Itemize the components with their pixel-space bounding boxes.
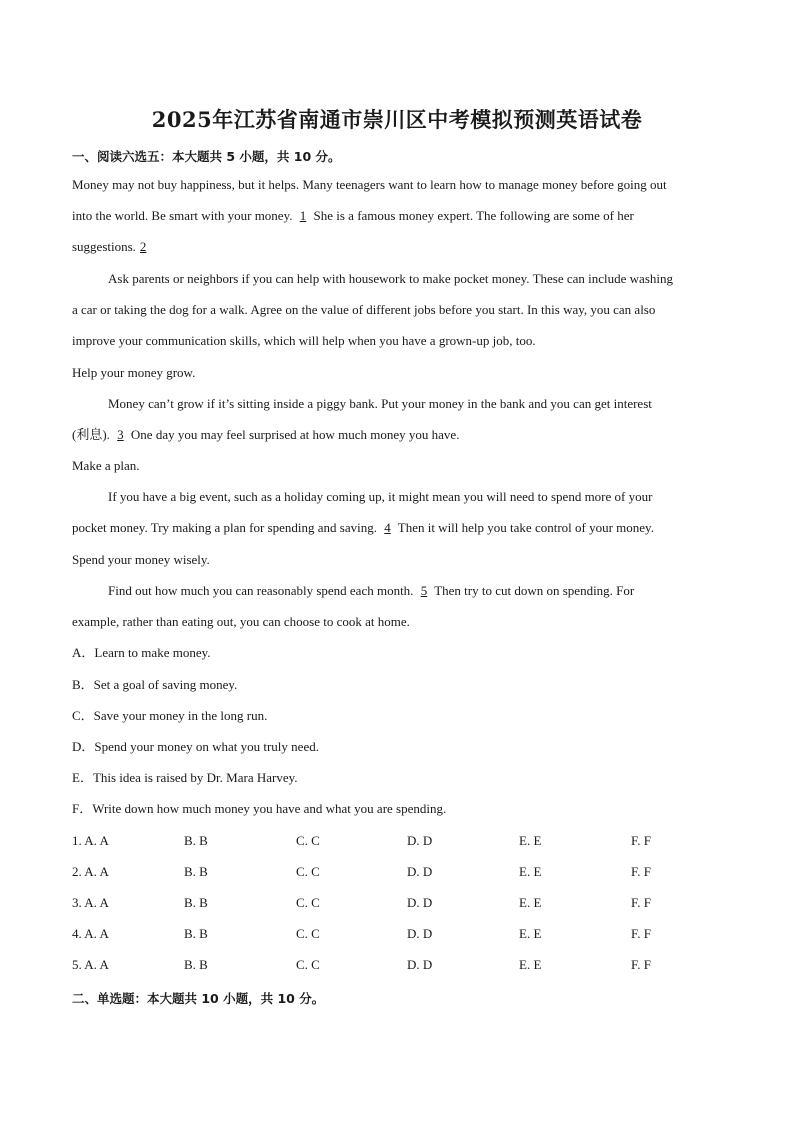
answer-choice-d[interactable]: D. D (407, 957, 433, 972)
paragraph-2-line-2: a car or taking the dog for a walk. Agree on the value of different jobs before you start. In this way, you can also (72, 302, 656, 317)
paragraph-1-line-1: Money may not buy happiness, but it helps. Many teenagers want to learn how to manage money before going out (72, 177, 667, 192)
answer-row-3 (72, 895, 712, 911)
subheading-spend-wisely: Spend your money wisely. (72, 552, 210, 567)
answer-choice-b[interactable]: B. B (184, 833, 208, 848)
answer-choice-e[interactable]: E. E (519, 864, 542, 879)
paragraph-4-line-2 (72, 520, 654, 536)
blank-1: 1 (299, 208, 307, 223)
paragraph-5-line-1 (108, 583, 634, 599)
answer-choice-a[interactable]: 3. A. A (72, 895, 109, 910)
paragraph-4-line-1: If you have a big event, such as a holiday coming up, it might mean you will need to spend more of your (108, 489, 653, 504)
text-run: pocket money. Try making a plan for spending and saving. (72, 520, 377, 535)
text-run: Then try to cut down on spending. For (434, 583, 635, 598)
paragraph-3-line-1: Money can’t grow if it’s sitting inside a piggy bank. Put your money in the bank and you can get interest (108, 396, 652, 411)
paragraph-2-line-3: improve your communication skills, which will help when you have a grown-up job, too. (72, 333, 536, 348)
blank-3: 3 (117, 427, 124, 442)
paragraph-1-line-3 (72, 239, 150, 255)
text-run: (利息). (72, 427, 110, 442)
answer-choice-a[interactable]: 2. A. A (72, 864, 109, 879)
option-b: B．Set a goal of saving money. (72, 677, 238, 692)
answer-choice-d[interactable]: D. D (407, 864, 433, 879)
option-f: F．Write down how much money you have and what you are spending. (72, 801, 447, 816)
answer-choice-e[interactable]: E. E (519, 895, 542, 910)
paragraph-5-line-2: example, rather than eating out, you can choose to cook at home. (72, 614, 410, 629)
answer-choice-f[interactable]: F. F (631, 833, 651, 848)
answer-choice-b[interactable]: B. B (184, 864, 208, 879)
answer-row-2 (72, 864, 712, 880)
blank-5: 5 (420, 583, 428, 598)
answer-choice-a[interactable]: 1. A. A (72, 833, 109, 848)
blank-4: 4 (384, 520, 391, 535)
answer-row-1 (72, 833, 712, 849)
answer-choice-d[interactable]: D. D (407, 895, 433, 910)
answer-choice-f[interactable]: F. F (631, 926, 651, 941)
option-c: C．Save your money in the long run. (72, 708, 268, 723)
text-run: She is a famous money expert. The following are some of her (313, 208, 634, 223)
answer-choice-f[interactable]: F. F (631, 864, 651, 879)
paragraph-2-line-1: Ask parents or neighbors if you can help with housework to make pocket money. These can include washing (108, 271, 673, 286)
option-a: A．Learn to make money. (72, 645, 211, 660)
answer-choice-c[interactable]: C. C (296, 864, 320, 879)
answer-row-4 (72, 926, 712, 942)
answer-choice-b[interactable]: B. B (184, 957, 208, 972)
answer-choice-d[interactable]: D. D (407, 833, 433, 848)
text-run: suggestions. (72, 239, 136, 254)
answer-choice-a[interactable]: 4. A. A (72, 926, 109, 941)
text-run: One day you may feel surprised at how much money you have. (130, 427, 460, 442)
page-title: 2025年江苏省南通市崇川区中考模拟预测英语试卷 (151, 107, 643, 132)
answer-choice-e[interactable]: E. E (519, 833, 542, 848)
answer-choice-c[interactable]: C. C (296, 957, 320, 972)
answer-choice-f[interactable]: F. F (631, 957, 651, 972)
answer-choice-c[interactable]: C. C (296, 895, 320, 910)
section-heading-reading: 一、阅读六选五：本大题共 5 小题，共 10 分。 (72, 149, 341, 164)
answer-row-5 (72, 957, 712, 973)
blank-2: 2 (139, 239, 147, 254)
answer-choice-b[interactable]: B. B (184, 926, 208, 941)
text-run: Then it will help you take control of your money. (397, 520, 654, 535)
answer-choice-e[interactable]: E. E (519, 926, 542, 941)
option-d: D．Spend your money on what you truly need. (72, 739, 319, 754)
paragraph-1-line-2 (72, 208, 634, 224)
answer-choice-f[interactable]: F. F (631, 895, 651, 910)
subheading-help-money-grow: Help your money grow. (72, 365, 196, 380)
answer-choice-c[interactable]: C. C (296, 926, 320, 941)
text-run: Find out how much you can reasonably spend each month. (108, 583, 414, 598)
section-heading-single-choice: 二、单选题：本大题共 10 小题，共 10 分。 (72, 991, 325, 1006)
option-e: E．This idea is raised by Dr. Mara Harvey. (72, 770, 298, 785)
paragraph-3-line-2 (72, 427, 459, 443)
answer-choice-a[interactable]: 5. A. A (72, 957, 109, 972)
subheading-make-a-plan: Make a plan. (72, 458, 140, 473)
answer-choice-c[interactable]: C. C (296, 833, 320, 848)
answer-choice-b[interactable]: B. B (184, 895, 208, 910)
answer-choice-d[interactable]: D. D (407, 926, 433, 941)
answer-choice-e[interactable]: E. E (519, 957, 542, 972)
text-run: into the world. Be smart with your money. (72, 208, 293, 223)
